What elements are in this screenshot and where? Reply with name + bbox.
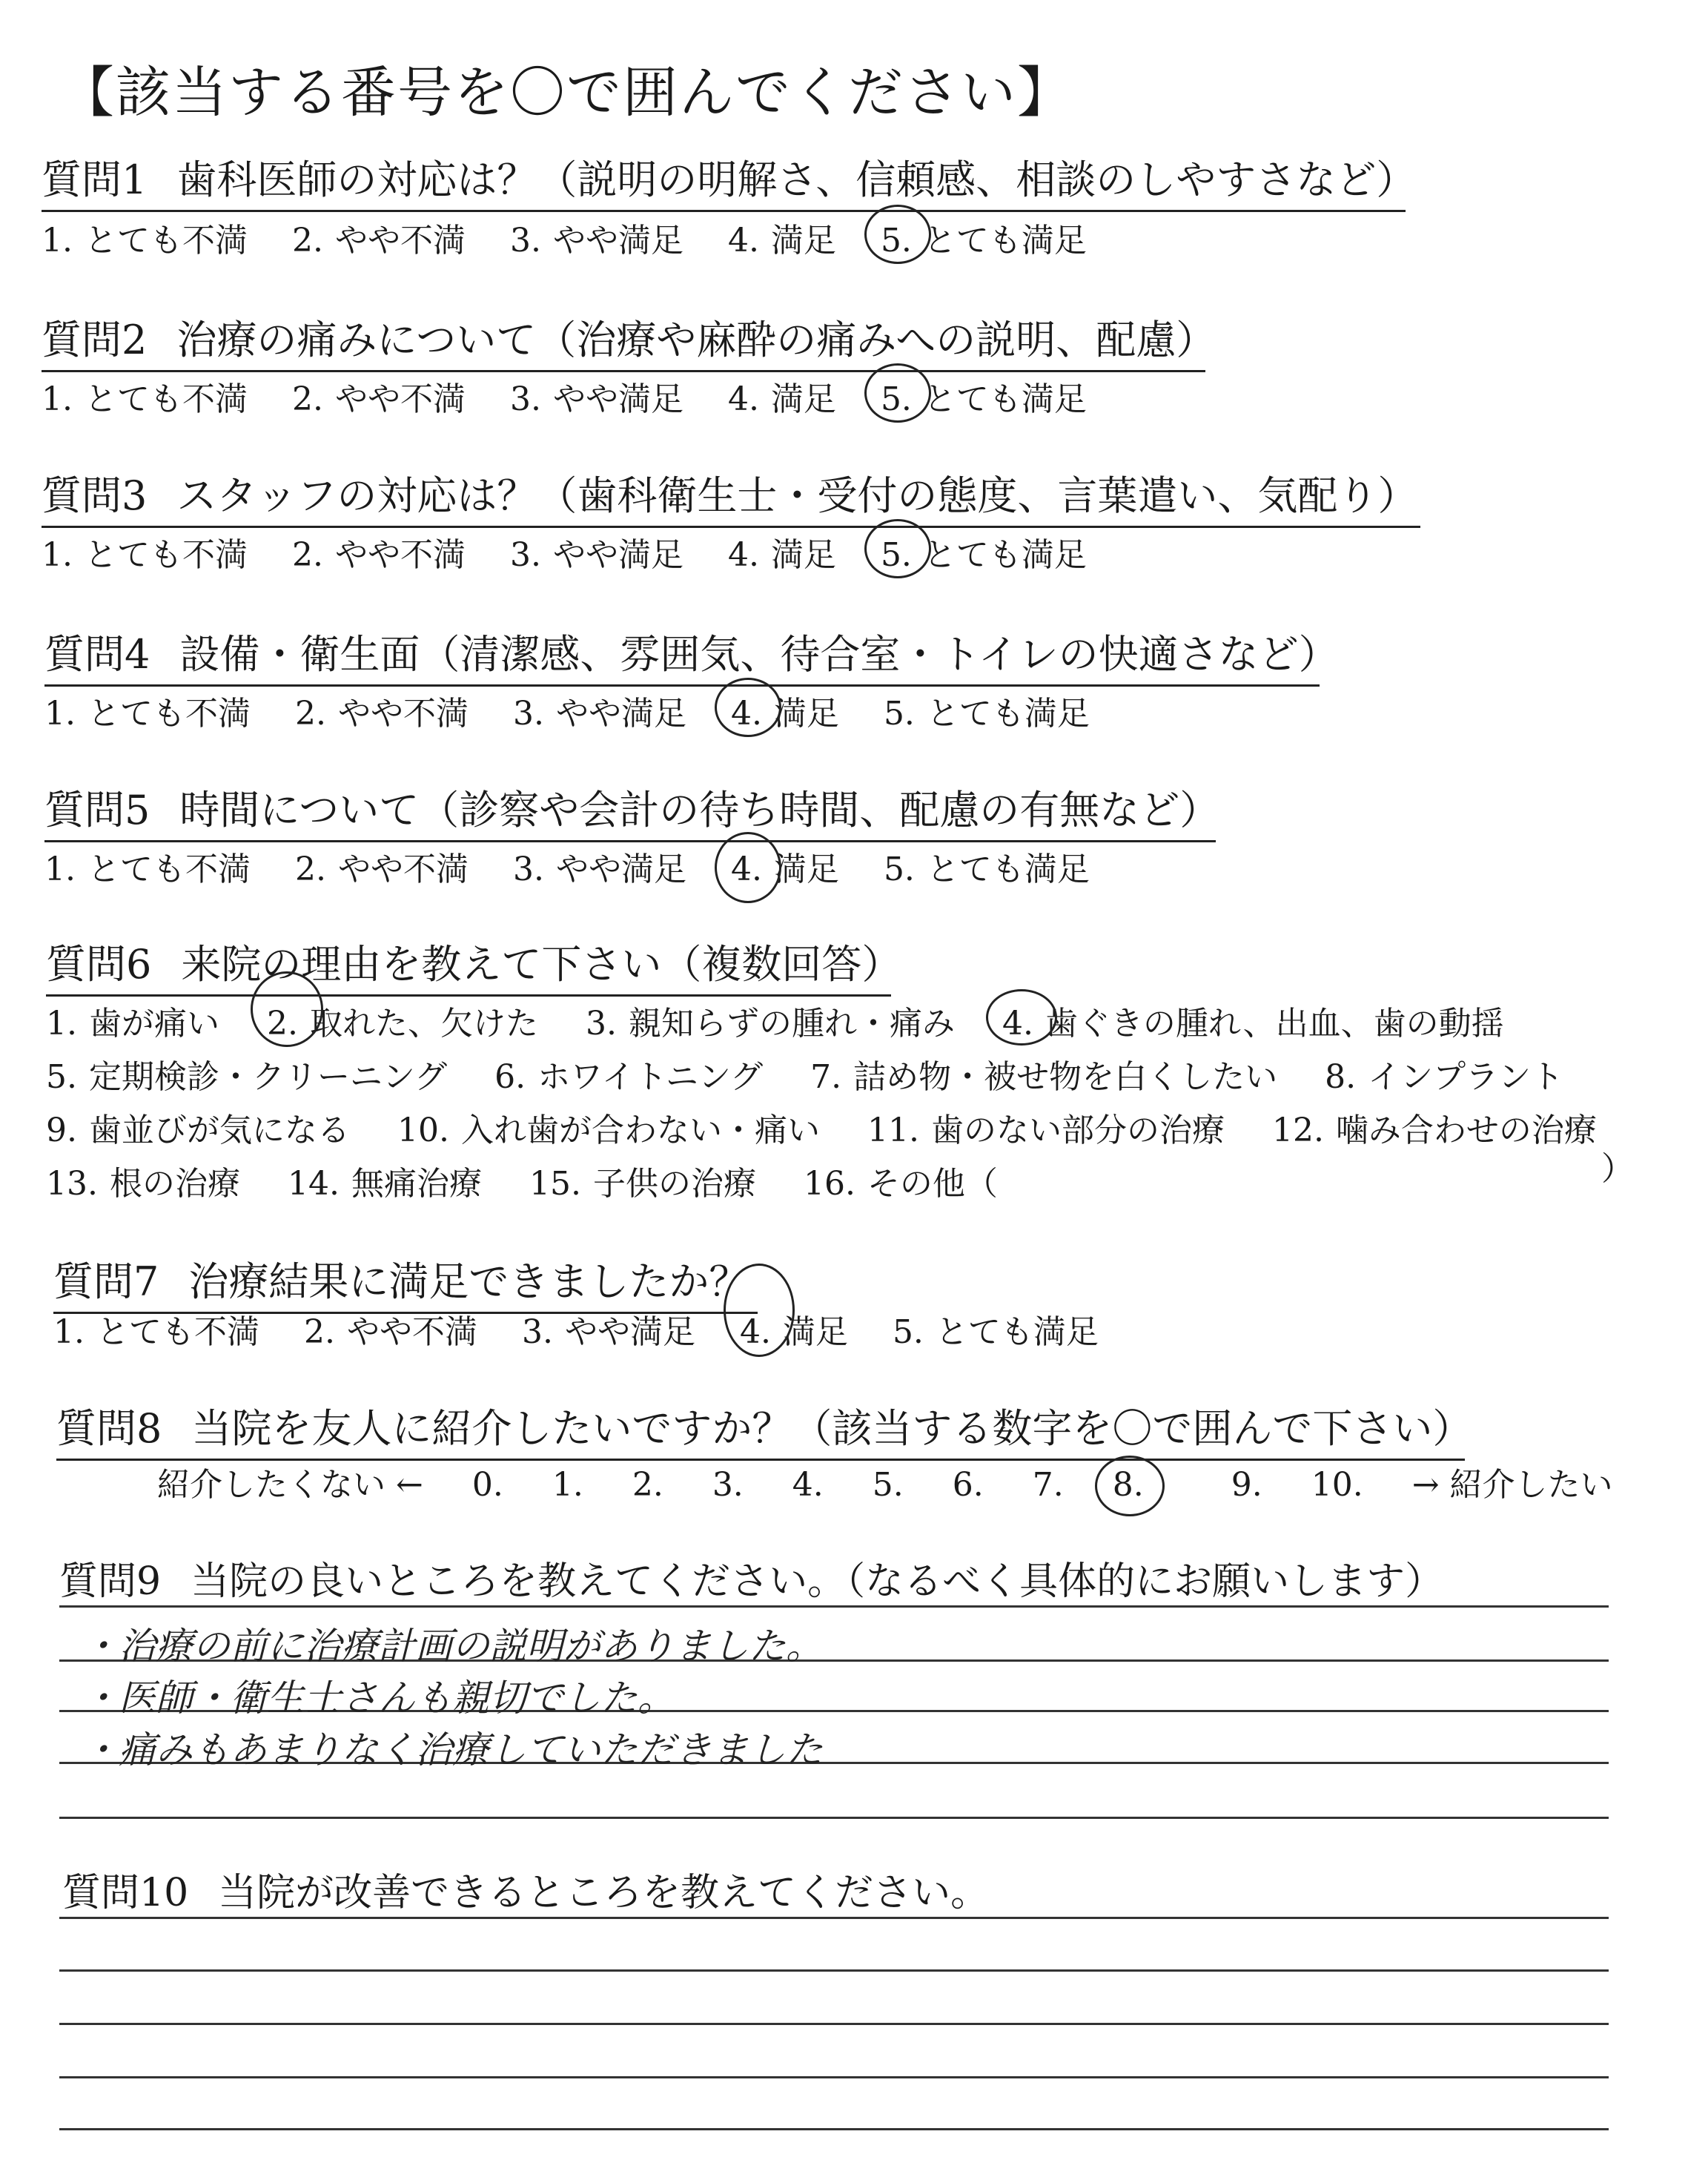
q1-option-3[interactable]: 3. やや満足 [509,222,683,260]
q8-option-5[interactable]: 5. [872,1466,904,1504]
q9-answer-3[interactable]: ・痛みもあまりなく治療していただきました [82,1728,823,1771]
question-6-row-1 [46,997,1541,1044]
question-9-label: 質問9 [59,1559,162,1604]
q1-option-4[interactable]: 4. 満足 [727,222,836,260]
q5-option-2[interactable]: 2. やや不満 [294,851,469,888]
answer-line [59,2076,1609,2078]
question-4-label: 質問4 [44,631,150,678]
question-3-title [42,464,1420,528]
question-1-options [42,214,1121,261]
question-5-label: 質問5 [44,787,150,833]
q6-option-8[interactable]: 8. インプラント [1325,1058,1564,1096]
q8-right-label: → 紹介したい [1411,1466,1613,1504]
q2-option-3[interactable]: 3. やや満足 [509,380,683,418]
q6-option-14[interactable]: 14. 無痛治療 [287,1165,482,1203]
question-3-options [42,528,1121,575]
question-8-text: 当院を友人に紹介したいですか？（該当する数字を〇で囲んで下さい） [191,1405,1473,1452]
answer-line [59,1605,1609,1608]
question-2-text: 治療の痛みについて（治療や麻酔の痛みへの説明、配慮） [176,317,1217,363]
q8-option-9[interactable]: 9. [1231,1466,1262,1504]
q6-option-5[interactable]: 5. 定期検診・クリーニング [46,1058,448,1096]
question-4-text: 設備・衛生面（清潔感、雰囲気、待合室・トイレの快適さなど） [179,631,1339,678]
answer-line [59,2023,1609,2025]
q8-option-1[interactable]: 1. [552,1466,583,1504]
question-5-options [44,842,1124,890]
q4-option-2[interactable]: 2. やや不満 [294,695,469,733]
question-6-title [46,933,902,997]
question-3-text: スタッフの対応は？（歯科衛生士・受付の態度、言葉遣い、気配り） [176,472,1418,519]
q6-option-4[interactable]: 4. 歯ぐきの腫れ、出血、歯の動揺 [1002,997,1504,1044]
q3-option-4[interactable]: 4. 満足 [727,536,836,574]
q6-option-13[interactable]: 13. 根の治療 [46,1165,240,1203]
question-7-label: 質問7 [53,1258,159,1305]
q6-option-9[interactable]: 9. 歯並びが気になる [46,1112,350,1149]
question-6-row-4 [46,1157,1035,1204]
q8-option-2[interactable]: 2. [632,1466,663,1504]
question-5-title [44,779,1220,842]
selection-circle [864,363,931,423]
q6-option-3[interactable]: 3. 親知らずの腫れ・痛み [585,1005,955,1043]
question-1-title [42,148,1417,212]
q3-option-5[interactable]: 5. とても満足 [881,528,1087,575]
q7-option-3[interactable]: 3. やや満足 [521,1313,695,1351]
q6-other-close-paren: ） [1601,1150,1634,1188]
q5-option-4[interactable]: 4. 満足 [731,842,839,890]
selection-circle [715,832,781,903]
q6-option-6[interactable]: 6. ホワイトニング [494,1058,764,1096]
question-6-text: 来院の理由を教えて下さい（複数回答） [181,941,902,988]
question-4-options [44,687,1124,734]
question-2-label: 質問2 [42,317,148,363]
q3-option-2[interactable]: 2. やや不満 [291,536,466,574]
q6-option-10[interactable]: 10. 入れ歯が合わない・痛い [397,1112,820,1149]
question-5-text: 時間について（診察や会計の待ち時間、配慮の有無など） [179,787,1220,833]
q8-option-0[interactable]: 0. [471,1466,503,1504]
question-8-title [56,1397,1473,1461]
q9-answer-1[interactable]: ・治療の前に治療計画の説明がありました。 [82,1625,823,1668]
q3-option-1[interactable]: 1. とても不満 [42,536,248,574]
selection-circle [864,519,931,578]
q8-option-4[interactable]: 4. [792,1466,824,1504]
question-8-scale [157,1458,1652,1505]
q7-option-5[interactable]: 5. とても満足 [892,1313,1099,1351]
selection-circle [1095,1456,1165,1516]
q9-answer-2[interactable]: ・医師・衛生士さんも親切でした。 [82,1677,675,1720]
question-1-label: 質問1 [42,156,148,203]
selection-circle [986,989,1057,1046]
q1-option-5[interactable]: 5. とても満足 [881,214,1087,261]
q7-option-4[interactable]: 4. 満足 [740,1305,848,1353]
question-6-label: 質問6 [46,941,152,988]
q8-option-6[interactable]: 6. [952,1466,984,1504]
q2-option-1[interactable]: 1. とても不満 [42,380,248,418]
answer-line [59,1917,1609,1919]
q6-option-15[interactable]: 15. 子供の治療 [529,1165,756,1203]
q2-option-4[interactable]: 4. 満足 [727,380,836,418]
q8-left-label: 紹介したくない ← [157,1466,423,1504]
question-6-row-2 [46,1050,1601,1097]
selection-circle [864,205,931,264]
q4-option-1[interactable]: 1. とても不満 [44,695,251,733]
selection-circle [715,678,781,737]
question-8-label: 質問8 [56,1405,162,1452]
q4-option-5[interactable]: 5. とても満足 [883,695,1090,733]
q5-option-5[interactable]: 5. とても満足 [883,851,1090,888]
q5-option-3[interactable]: 3. やや満足 [512,851,686,888]
answer-line [59,1969,1609,1972]
question-10-text: 当院が改善できるところを教えてください。 [218,1871,990,1915]
answer-line [59,1817,1609,1819]
q6-option-1[interactable]: 1. 歯が痛い [46,1005,219,1043]
question-2-title [42,308,1217,372]
q6-option-11[interactable]: 11. 歯のない部分の治療 [867,1112,1225,1149]
question-7-text: 治療結果に満足できましたか？ [188,1258,749,1305]
question-10-label: 質問10 [62,1871,189,1915]
q6-option-12[interactable]: 12. 噛み合わせの治療 [1271,1112,1597,1149]
question-7-options [53,1305,1133,1353]
question-2-options [42,372,1121,420]
q5-option-1[interactable]: 1. とても不満 [44,851,251,888]
selection-circle [724,1264,795,1357]
q6-option-7[interactable]: 7. 詰め物・被せ物を白くしたい [810,1058,1278,1096]
q6-option-2[interactable]: 2. 取れた、欠けた [267,997,538,1044]
question-9-text: 当院の良いところを教えてください。（なるべく具体的にお願いします） [191,1559,1444,1604]
q1-option-2[interactable]: 2. やや不満 [291,222,466,260]
question-3-label: 質問3 [42,472,148,519]
q2-option-5[interactable]: 5. とても満足 [881,372,1087,420]
q4-option-3[interactable]: 3. やや満足 [512,695,686,733]
answer-line [59,2128,1609,2130]
question-9-title [59,1550,1443,1605]
question-10-title [62,1861,989,1917]
q8-option-7[interactable]: 7. [1032,1466,1064,1504]
q6-option-16[interactable]: 16. その他（ [803,1165,998,1203]
q2-option-2[interactable]: 2. やや不満 [291,380,466,418]
q7-option-2[interactable]: 2. やや不満 [303,1313,477,1351]
question-1-text: 歯科医師の対応は？（説明の明解さ、信頼感、相談のしやすさなど） [176,156,1417,203]
q8-option-10[interactable]: 10. [1311,1466,1363,1504]
q8-option-3[interactable]: 3. [712,1466,744,1504]
question-4-title [44,623,1339,687]
question-6-row-3 [46,1103,1634,1151]
q3-option-3[interactable]: 3. やや満足 [509,536,683,574]
page-header: 【該当する番号を〇で囲んでください】 [59,61,1073,125]
q8-option-8[interactable]: 8. [1113,1466,1182,1504]
q7-option-1[interactable]: 1. とても不満 [53,1313,259,1351]
q1-option-1[interactable]: 1. とても不満 [42,222,248,260]
q4-option-4[interactable]: 4. 満足 [731,687,839,734]
selection-circle [251,971,323,1047]
